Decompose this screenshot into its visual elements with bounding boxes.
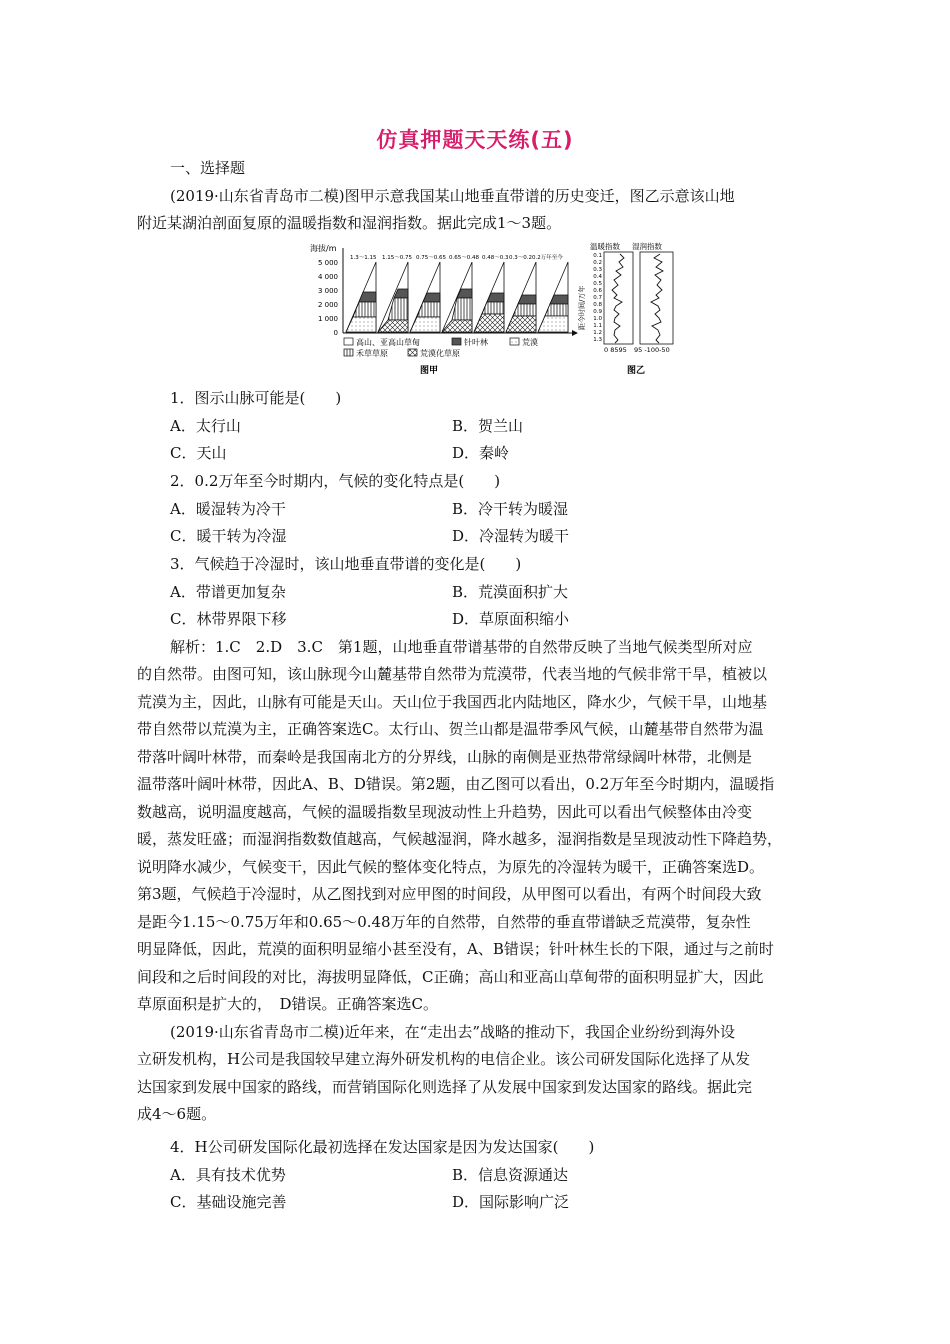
legend-label: 针叶林 <box>464 338 488 347</box>
jia-ytick: 0 <box>333 329 338 337</box>
option-d: D．国际影响广泛 <box>452 1193 570 1211</box>
jia-caption: 图甲 <box>420 366 439 376</box>
yi-wet-label: 湿润指数 <box>632 242 662 251</box>
yi-ytick: 0.2 <box>593 260 602 266</box>
question-stem: 4．H公司研发国际化最初选择在发达国家是因为发达国家( ) <box>170 1138 595 1156</box>
yi-warm-label: 温暖指数 <box>590 242 620 251</box>
yi-warm-curve <box>612 254 624 343</box>
question-stem: 1．图示山脉可能是( ) <box>170 389 342 407</box>
yi-wet-curve <box>651 254 663 343</box>
jia-mountain <box>410 262 440 332</box>
jia-ytick: 3 000 <box>317 287 338 295</box>
yi-ytick: 0.1 <box>593 253 602 259</box>
yi-ytick: 1.0 <box>593 316 602 322</box>
analysis-line: 数越高，说明温度越高，气候的温暖指数呈现波动性上升趋势，因此可以看出气候整体由冷变 <box>137 803 753 821</box>
yi-xticks-warm: 0 8595 <box>604 346 627 354</box>
yi-yticks <box>593 253 602 343</box>
jia-ytick: 1 000 <box>317 315 338 323</box>
yi-ytick: 0.6 <box>593 288 602 294</box>
jia-mountain <box>506 262 536 332</box>
jia-mountains <box>346 262 568 332</box>
analysis-line: 温带落叶阔叶林带，因此A、B、D错误。第2题，由乙图可以看出，0.2万年至今时期内，温暖指 <box>137 775 775 793</box>
legend-label: 高山、亚高山草甸 <box>356 338 420 347</box>
question-stem: 2．0.2万年至今时期内，气候的变化特点是( ) <box>170 472 501 490</box>
analysis-line: 解析：1.C 2.D 3.C 第1题，山地垂直带谱基带的自然带反映了当地气候类型所对应 <box>170 638 753 656</box>
analysis-line: 带自然带以荒漠为主，正确答案选C。太行山、贺兰山都是温带季风气候，山麓基带自然带为温 <box>137 720 764 738</box>
yi-wet-frame <box>640 252 673 344</box>
yi-ytick: 0.5 <box>593 281 602 287</box>
analysis-line: 第3题，气候趋于冷湿时，从乙图找到对应甲图的时间段，从甲图可以看出，有两个时间段大致 <box>137 885 762 903</box>
option-d: D．冷湿转为暖干 <box>452 527 570 545</box>
analysis-line: 说明降水减少，气候变干，因此气候的整体变化特点，为原先的冷湿转为暖干，正确答案选D。 <box>137 858 765 876</box>
question-stem: 3．气候趋于冷湿时，该山地垂直带谱的变化是( ) <box>170 555 522 573</box>
intro-paragraph-line: 附近某湖泊剖面复原的温暖指数和湿润指数。据此完成1～3题。 <box>137 214 562 232</box>
legend-label: 荒漠 <box>522 338 538 347</box>
yi-ylabel: 距今时间/万年 <box>578 285 586 330</box>
option-c: C．天山 <box>170 444 227 462</box>
option-a: A．带谱更加复杂 <box>170 583 286 601</box>
legend-label: 荒漠化草原 <box>420 349 460 358</box>
intro-paragraph-line: 达国家到发展中国家的路线，而营销国际化则选择了从发展中国家到发达国家的路线。据此完 <box>137 1078 753 1096</box>
jia-period: 0.75～0.65 <box>416 255 446 261</box>
jia-legend <box>344 337 538 358</box>
analysis-line: 是距今1.15～0.75万年和0.65～0.48万年的自然带，自然带的垂直带谱缺乏荒漠带，复杂性 <box>137 913 751 931</box>
jia-ytick: 2 000 <box>317 301 338 309</box>
jia-period: 0.2万年至今 <box>532 255 563 261</box>
yi-xticks-wet: 95 -100-50 <box>634 346 670 354</box>
yi-ytick: 0.8 <box>593 302 602 308</box>
figure <box>310 240 690 384</box>
yi-ytick: 1.2 <box>593 330 602 336</box>
option-c: C．暖干转为冷湿 <box>170 527 287 545</box>
page-title: 仿真押题天天练(五) <box>376 128 574 152</box>
option-c: C．基础设施完善 <box>170 1193 287 1211</box>
yi-ytick: 1.1 <box>593 323 602 329</box>
analysis-line: 暖，蒸发旺盛；而湿润指数数值越高，气候越湿润，降水越多，湿润指数是呈现波动性下降趋势， <box>137 830 783 848</box>
option-b: B．贺兰山 <box>452 417 524 435</box>
jia-period: 1.15～0.75 <box>382 255 412 261</box>
legend-label: 禾草草原 <box>356 349 388 358</box>
jia-mountain <box>378 262 408 332</box>
analysis-line: 间段和之后时间段的对比，海拔明显降低，C正确；高山和亚高山草甸带的面积明显扩大，因此 <box>137 968 764 986</box>
jia-ytick: 5 000 <box>317 259 338 267</box>
option-b: B．信息资源通达 <box>452 1166 569 1184</box>
jia-mountain <box>538 262 568 332</box>
jia-ytick: 4 000 <box>317 273 338 281</box>
option-c: C．林带界限下移 <box>170 610 287 628</box>
jia-period: 0.3～0.2 <box>509 255 532 261</box>
yi-caption: 图乙 <box>627 366 646 376</box>
jia-period: 0.65～0.48 <box>449 255 479 261</box>
section-heading: 一、选择题 <box>170 159 246 177</box>
analysis-line: 的自然带。由图可知，该山脉现今山麓基带自然带为荒漠带，代表当地的气候非常干旱，植被以 <box>137 665 768 683</box>
jia-period-labels <box>350 253 563 261</box>
jia-mountain <box>346 262 376 332</box>
yi-ytick: 0.9 <box>593 309 602 315</box>
option-d: D．草原面积缩小 <box>452 610 570 628</box>
analysis-line: 荒漠为主，因此，山脉有可能是天山。天山位于我国西北内陆地区，降水少，气候干旱，山地基 <box>137 693 768 711</box>
jia-period: 0.48～0.3 <box>482 255 509 261</box>
option-a: A．太行山 <box>170 417 241 435</box>
yi-ytick: 1.3 <box>593 337 602 343</box>
analysis-line: 明显降低，因此，荒漠的面积明显缩小甚至没有，A、B错误；针叶林生长的下限，通过与之前时 <box>137 940 774 958</box>
yi-ytick: 0.4 <box>593 274 602 280</box>
intro-paragraph-line: 立研发机构，H公司是我国较早建立海外研发机构的电信企业。该公司研发国际化选择了从发 <box>137 1050 751 1068</box>
yi-warm-frame <box>604 252 633 344</box>
yi-ytick: 0.7 <box>593 295 602 301</box>
option-b: B．荒漠面积扩大 <box>452 583 569 601</box>
option-b: B．冷干转为暖湿 <box>452 500 569 518</box>
jia-mountain <box>474 262 504 332</box>
figure-svg <box>310 240 690 380</box>
option-a: A．具有技术优势 <box>170 1166 286 1184</box>
option-d: D．秦岭 <box>452 444 510 462</box>
intro-paragraph-line: (2019·山东省青岛市二模)图甲示意我国某山地垂直带谱的历史变迁，图乙示意该山地 <box>170 187 735 205</box>
analysis-line: 草原面积是扩大的， D错误。正确答案选C。 <box>137 995 439 1013</box>
jia-mountain <box>442 262 472 332</box>
intro-paragraph-line: (2019·山东省青岛市二模)近年来，在“走出去”战略的推动下，我国企业纷纷到海外设 <box>170 1023 735 1041</box>
intro-paragraph-line: 成4～6题。 <box>137 1105 217 1123</box>
analysis-line: 带落叶阔叶林带，而秦岭是我国南北方的分界线，山脉的南侧是亚热带常绿阔叶林带，北侧是 <box>137 748 753 766</box>
jia-period: 1.3～1.15 <box>350 255 377 261</box>
option-a: A．暖湿转为冷干 <box>170 500 286 518</box>
yi-ytick: 0.3 <box>593 267 602 273</box>
jia-ylabel: 海拔/m <box>310 244 337 253</box>
